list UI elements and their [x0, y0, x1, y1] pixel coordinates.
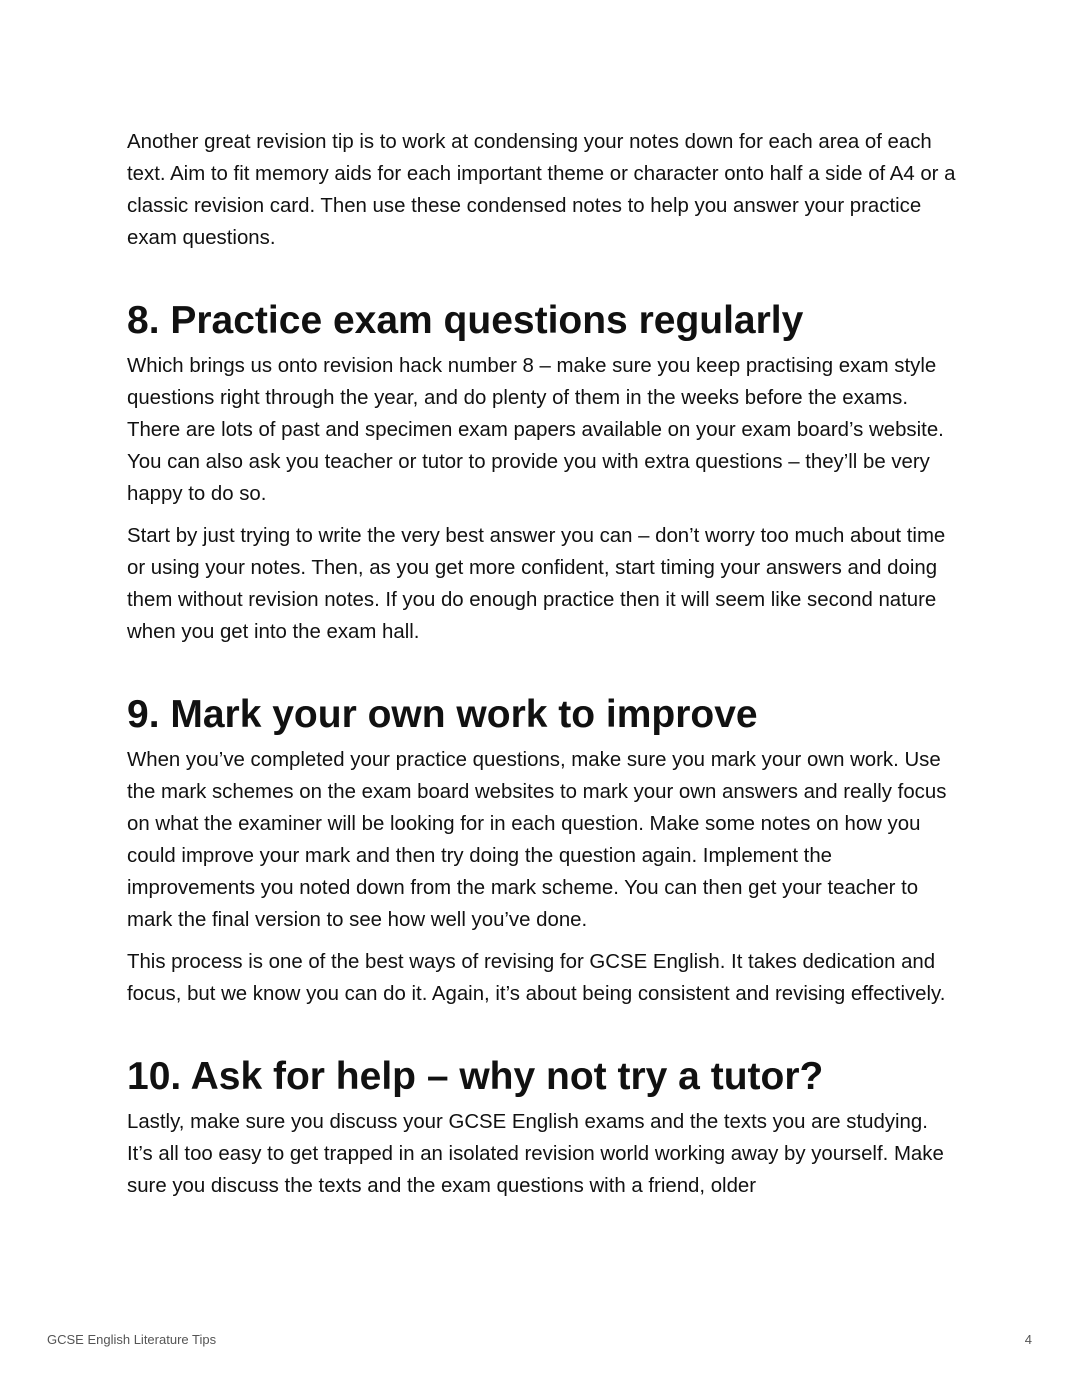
section-9-paragraph-2: This process is one of the best ways of revising for GCSE English. It takes dedication and focus, but we know you can do it. Again, it’s about being consistent and revising effectively. [127, 951, 946, 1005]
section-10-paragraph-1: Lastly, make sure you discuss your GCSE English exams and the texts you are studying. It’s all too easy to get trapped in an isolated revision world working away by yourself. Make sure you discuss the texts and the exam questions with a friend, older [127, 1111, 944, 1197]
section-heading-10: 10. Ask for help – why not try a tutor? [127, 1055, 824, 1098]
section-9-paragraph-1: When you’ve completed your practice questions, make sure you mark your own work. Use the mark schemes on the exam board websites to mark your own answers and really focus on what the examiner will be looking for in each question. Make some notes on how you could improve your mark and then try doing the question again. Implement the improvements you noted down from the mark scheme. You can then get your teacher to mark the final version to see how well you’ve done. [127, 749, 947, 931]
page-content [127, 126, 957, 1212]
section-8-paragraph-2: Start by just trying to write the very best answer you can – don’t worry too much about time or using your notes. Then, as you get more confident, start timing your answers and doing them without revision notes. If you do enough practice then it will seem like second nature when you get into the exam hall. [127, 525, 946, 643]
section-heading-9: 9. Mark your own work to improve [127, 693, 758, 736]
footer-page-number: 4 [1024, 1332, 1032, 1347]
intro-paragraph: Another great revision tip is to work at condensing your notes down for each area of each text. Aim to fit memory aids for each important theme or character onto half a side of A4 or a classic revision card. Then use these condensed notes to help you answer your practice exam questions. [127, 131, 956, 249]
footer-document-title: GCSE English Literature Tips [47, 1332, 217, 1347]
section-8-paragraph-1: Which brings us onto revision hack number 8 – make sure you keep practising exam style questions right through the year, and do plenty of them in the weeks before the exams. There are lots of past and specimen exam papers available on your exam board’s website. You can also ask you teacher or tutor to provide you with extra questions – they’ll be very happy to do so. [127, 355, 944, 505]
section-heading-8: 8. Practice exam questions regularly [127, 299, 804, 342]
